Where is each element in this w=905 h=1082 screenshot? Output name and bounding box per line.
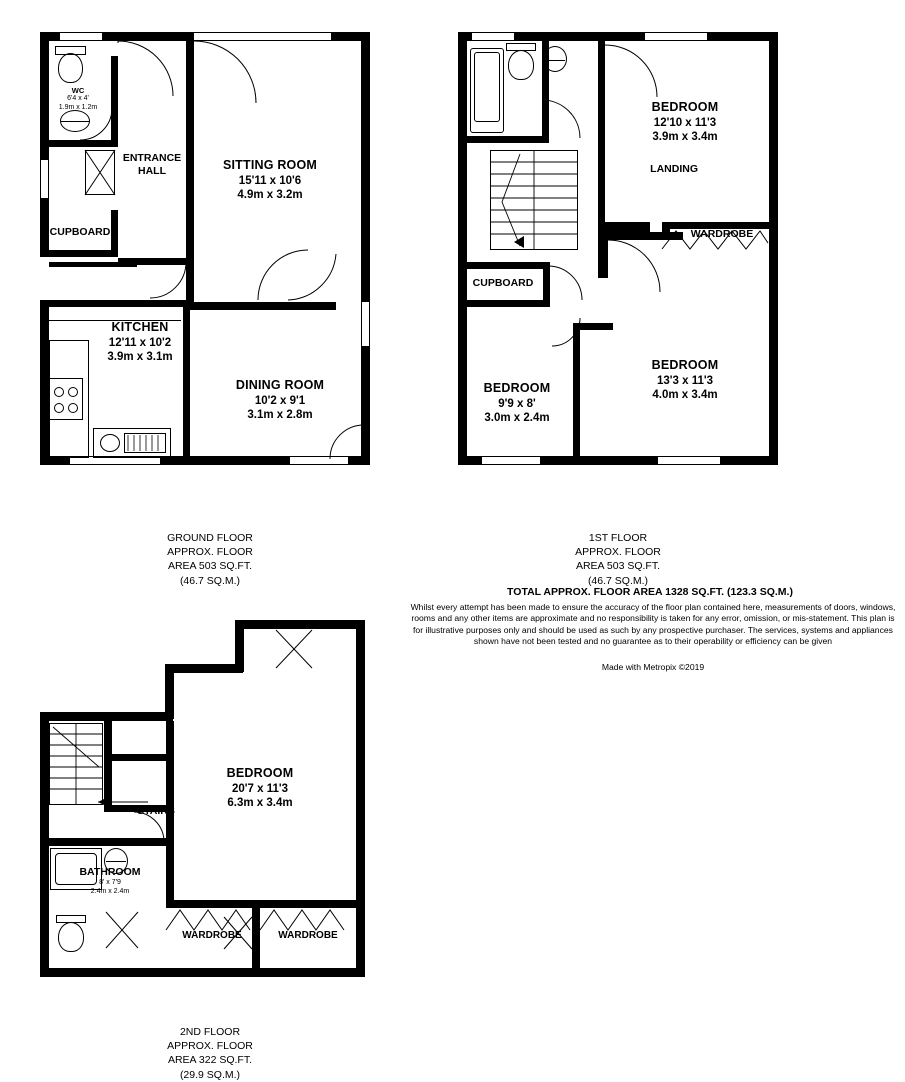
made-with-text: Made with Metropix ©2019 [601, 662, 705, 672]
bathtub-inner [474, 52, 500, 122]
kitchen-sink-bowl [100, 434, 120, 452]
first-floor-plan [430, 0, 900, 587]
hall-threshold [49, 262, 137, 267]
disclaimer-text: Whilst every attempt has been made to ensure the accuracy of the floor plan contained here, measurements of doors, windows, rooms and any other items are approximate and no responsibility is taken for any error, omission, or mis-statement. This plan is for illustrative purposes only and should be used as such by any prospective purchaser. The services, systems and appliances shown have not been tested and no guarantee as to their operability or efficiency can be given [410, 602, 896, 647]
bathroom-basin-line [106, 861, 126, 862]
room-label-landing: LANDING [650, 163, 698, 175]
second-floor-caption: 2ND FLOOR APPROX. FLOOR AREA 322 SQ.FT. (29.9 SQ.M.) [167, 1026, 253, 1081]
room-label-sitting-room: SITTING ROOM 15'11 x 10'6 4.9m x 3.2m [222, 158, 318, 201]
window-top-bed1 [645, 32, 707, 41]
bathroom-toilet-cistern [56, 915, 86, 923]
ground-floor-plan [0, 0, 420, 587]
window-right-sitting [361, 302, 370, 346]
room-label-kitchen: KITCHEN 12'11 x 10'2 3.9m x 3.1m [107, 320, 173, 363]
door-arc-bed2 [608, 240, 678, 310]
kitchen-hob [47, 378, 83, 420]
room-label-wardrobe-right: WARDROBE [278, 930, 338, 941]
room-label-bedroom-2: BEDROOM 13'3 x 11'3 4.0m x 3.4m [651, 358, 719, 401]
wall-exterior-right [361, 32, 370, 302]
wall-wardrobe-top-right [258, 900, 356, 908]
room-label-cupboard: CUPBOARD [107, 752, 169, 764]
room-label-bedroom-3: BEDROOM 9'9 x 8' 3.0m x 2.4m [483, 381, 551, 424]
door-arc-dining [330, 425, 370, 465]
window-bottom-bed3 [482, 456, 540, 465]
toilet-cistern [506, 43, 536, 51]
door-arc-wc [80, 108, 120, 148]
first-floor-caption: 1ST FLOOR APPROX. FLOOR AREA 503 SQ.FT. (46.7 SQ.M.) [575, 532, 661, 587]
kitchen-worktop-top [49, 307, 181, 321]
door-arc-entrance [118, 41, 198, 101]
wc-toilet [58, 53, 83, 83]
window-left-hall [40, 160, 49, 198]
wall-landing-right [598, 32, 605, 240]
door-arc-sitting-top [194, 41, 284, 111]
wall-cupboard-bottom [40, 250, 118, 257]
room-label-cupboard: CUPBOARD [49, 226, 111, 238]
wash-basin [543, 46, 567, 72]
door-arc-bed3 [552, 318, 602, 368]
room-label-wardrobe-left: WARDROBE [182, 930, 242, 941]
room-label-cupboard: CUPBOARD [472, 277, 534, 289]
second-floor-plan [0, 600, 420, 1080]
window-top-bath [472, 32, 514, 41]
room-label-dining-room: DINING ROOM 10'2 x 9'1 3.1m x 2.8m [235, 378, 325, 421]
room-label-bedroom: BEDROOM 20'7 x 11'3 6.3m x 3.4m [226, 766, 294, 809]
kitchen-hob-ring-2 [68, 387, 78, 397]
room-label-bedroom-1: BEDROOM 12'10 x 11'3 3.9m x 3.4m [651, 100, 719, 143]
wall-left-run [40, 712, 173, 721]
toilet-bowl [508, 50, 534, 80]
wall-step-left [165, 664, 174, 719]
ground-floor-caption: GROUND FLOOR APPROX. FLOOR AREA 503 SQ.FT. (46.7 SQ.M.) [167, 532, 253, 587]
kitchen-hob-ring-1 [54, 387, 64, 397]
kitchen-hob-ring-4 [68, 403, 78, 413]
dormer-hatch [240, 626, 364, 674]
wall-cupboard-top [458, 262, 550, 269]
door-arc-kitchen [150, 262, 190, 307]
room-label-wardrobe: WARDROBE [690, 228, 754, 240]
wc-cistern [55, 46, 86, 55]
window-top-left [60, 32, 102, 41]
bathroom-toilet [58, 922, 84, 952]
wall-bed2-upper [598, 232, 668, 240]
door-arc-sitting-bottom [258, 250, 338, 310]
window-bottom-bed2 [658, 456, 720, 465]
door-arc-bathroom [134, 812, 178, 856]
wall-exterior-bottom [40, 968, 365, 977]
wall-upper-left-run [165, 664, 243, 673]
window-top-right [186, 32, 331, 41]
wall-bath-bottom [458, 136, 549, 143]
door-arc-cupboard [548, 266, 588, 310]
kitchen-drainer-lines [124, 433, 174, 459]
kitchen-hob-ring-3 [54, 403, 64, 413]
room-label-bathroom: BATHROOM 8' x 7'9 2.4m x 2.4m [79, 866, 141, 895]
door-arc-bathroom [538, 100, 588, 150]
wall-cupboard-bottom [458, 300, 550, 307]
wall-wardrobe-top-left [166, 900, 258, 908]
total-area-text: TOTAL APPROX. FLOOR AREA 1328 SQ.FT. (123.3 SQ.M.) [507, 586, 793, 598]
wardrobe-cross-bath [104, 910, 144, 954]
room-label-stairs: STAIRS [137, 805, 175, 817]
room-label-entrance-hall: ENTRANCE HALL [122, 152, 182, 178]
wash-basin-line [545, 60, 565, 61]
room-label-wc: WC 6'4 x 4' 1.9m x 1.2m [58, 86, 98, 112]
